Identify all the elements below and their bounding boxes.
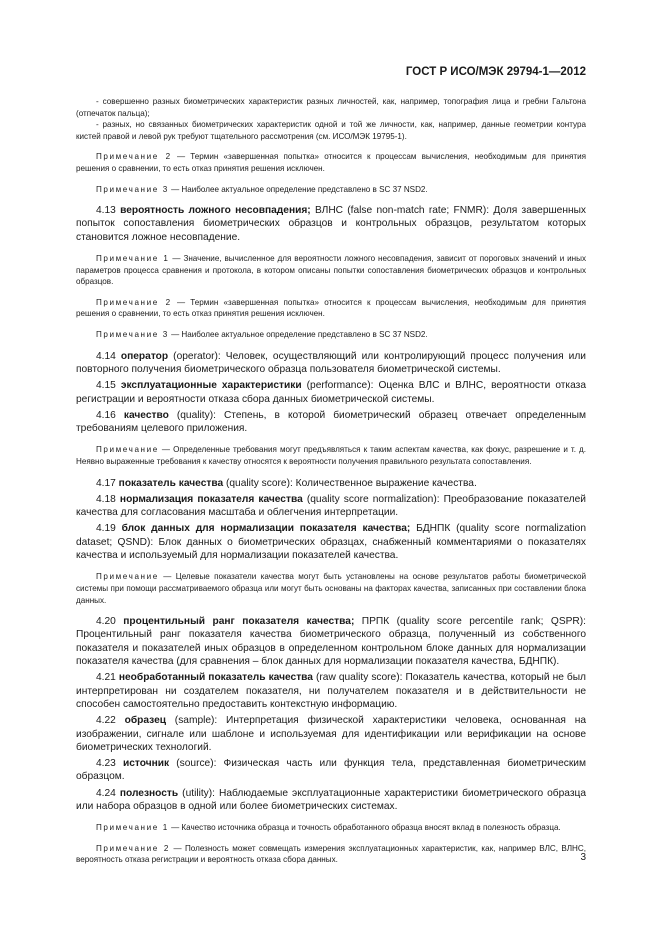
entry-term: блок данных для нормализации показателя качества; (121, 523, 411, 535)
note-text: — Значение, вычисленное для вероятности ложного несовпадения, зависит от пороговых значений и иных параметров процесса сравнения и протокола, в котором описаны попытки сопоставления биометрических образцов и контрольных образцов. (76, 254, 587, 287)
page-content (76, 96, 586, 866)
entry-text: (utility): Наблюдаемые эксплуатационные характеристики биометрического образца или набора образцов в одной или более биометрических системах. (76, 787, 586, 812)
note-text: — Наиболее актуальное определение представлено в SC 37 NSD2. (171, 330, 428, 340)
note-text: — Определенные требования могут предъявляться к таким аспектам качества, как фокус, разрешение и т. д. Неявно выраженные требования к качеству относятся к вероятности получения правильного результата сопоставления. (76, 445, 587, 466)
entry-4-13 (76, 204, 586, 244)
entry-text: (raw quality score): Показатель качества, который не был интерпретирован ни создателем показателя, ни получателем показателя и в действительности не способен самостоятельно предоставить контекстную информацию. (76, 672, 586, 710)
note (76, 184, 586, 196)
entry-text: ПРПК (quality score percentile rank; QSPR): Процентильный ранг показателя качества биометрического образца, полученный из собственного показателя и показателей иных образцов в определенном контрольном блоке данных для нормализации показателя качества (для сравнения – блок данных для нормализации показателя качества, БДНПК). (76, 616, 586, 668)
entry-number: 4.21 (96, 672, 116, 684)
entry-number: 4.16 (96, 409, 116, 421)
entry-text: (performance): Оценка ВЛС и ВЛНС, вероятности отказа регистрации и вероятности отказа сбора данных биометрической системы. (76, 380, 586, 405)
note (76, 571, 586, 606)
entry-term: вероятность ложного несовпадения; (120, 205, 311, 217)
entry-text: (operator): Человек, осуществляющий или контролирующий процесс получения или повторного получения биометрического образца пользователя биометрической системы. (76, 350, 586, 375)
note-label: Примечание 1 (96, 823, 169, 833)
note-label: Примечание (96, 445, 159, 455)
note (76, 843, 586, 866)
entry-4-15 (76, 379, 586, 406)
entry-4-14 (76, 350, 586, 377)
note-label: Примечание 1 (96, 254, 170, 264)
note (76, 822, 586, 834)
note (76, 444, 586, 467)
entry-text: (source): Физическая часть или функция тела, представленная биометрическим образцом. (76, 758, 586, 783)
entry-term: эксплуатационные характеристики (120, 380, 302, 392)
entry-4-23 (76, 757, 586, 784)
entry-term: образец (124, 715, 167, 727)
note-text: — Целевые показатели качества могут быть установлены на основе результатов работы биометрической системы при помощи рассматриваемого образца или могут быть основаны на факторах качества, записанных при составлении блока данных. (76, 572, 586, 605)
entry-text: (quality score normalization): Преобразование показателей качества для согласования масштаба и облегчения интерпретации. (76, 493, 586, 519)
entry-term: процентильный ранг показателя качества; (123, 616, 355, 628)
document-header: ГОСТ Р ИСО/МЭК 29794-1—2012 (405, 66, 586, 78)
entry-text: ВЛНС (false non-match rate; FNMR): Доля завершенных попыток сопоставления биометрических образцов и контрольных образцов, результатом которых становится ложное несовпадение. (76, 205, 587, 243)
intro-item-1: - совершенно разных биометрических характеристик разных личностей, как, например, топография лица и гребни Гальтона (отпечаток пальца); (76, 97, 586, 118)
entry-4-24 (76, 787, 586, 814)
entry-number: 4.24 (96, 787, 116, 799)
entry-number: 4.19 (96, 523, 116, 535)
entry-4-17 (76, 477, 586, 490)
entry-4-16 (76, 409, 586, 436)
note-label: Примечание 2 (96, 297, 172, 307)
note (76, 329, 586, 341)
note (76, 253, 586, 288)
note (76, 297, 586, 320)
entry-term: нормализация показателя качества (119, 493, 303, 505)
note-label: Примечание (96, 572, 159, 582)
entry-term: качество (123, 409, 169, 421)
entry-number: 4.15 (96, 380, 116, 392)
entry-term: полезность (119, 787, 179, 799)
entry-term: показатель качества (118, 477, 224, 489)
note-text: — Термин «завершенная попытка» относится к процессам вычисления, необходимым для принятия решения о сравнении, то есть отказ принятия решения исключен. (76, 297, 586, 319)
entry-number: 4.20 (96, 616, 116, 628)
entry-number: 4.13 (96, 205, 116, 217)
entry-text: (quality score): Количественное выражение качества. (223, 477, 477, 489)
entry-text: БДНПК (quality score normalization dataset; QSND): Блок данных о биометрических образцах, снабженный комментариями о показателях качества и используемый для нормализации показателей качества. (76, 523, 586, 562)
note-text: — Термин «завершенная попытка» относится к процессам вычисления, необходимым для принятия решения о сравнении, то есть отказ принятия решения исключен. (76, 152, 586, 173)
note-text: — Наиболее актуальное определение представлено в SC 37 NSD2. (171, 184, 428, 194)
entry-text: (sample): Интерпретация физической характеристики человека, основанная на изображении, сигнале или шаблоне и используемая для идентификации или верификации на основе биометрических технологий. (76, 715, 586, 753)
note-label: Примечание 3 (96, 330, 169, 340)
entry-term: необработанный показатель качества (118, 672, 313, 684)
note-text: — Полезность может совмещать измерения эксплуатационных характеристик, как, например ВЛС, ВЛНС, вероятность отказа регистрации и вероятность отказа сбора данных. (76, 843, 586, 865)
page-number: 3 (580, 852, 586, 863)
intro-item-2: - разных, но связанных биометрических характеристик одной и той же личности, как, например, данные геометрии контура кистей правой и левой рук требуют тщательного рассмотрения (см. ИСО/МЭК 19795-1). (76, 120, 586, 141)
note-label: Примечание 2 (96, 843, 170, 853)
entry-term: источник (122, 758, 170, 770)
entry-text: (quality): Степень, в которой биометрический образец отвечает определенным требованиям целевого приложения. (76, 409, 586, 435)
entry-number: 4.22 (96, 715, 116, 727)
entry-4-20 (76, 615, 586, 668)
entry-4-21 (76, 671, 586, 711)
entry-number: 4.14 (96, 350, 116, 362)
note-text: — Качество источника образца и точность обработанного образца вносят вклад в полезность образца. (171, 823, 561, 833)
note-label: Примечание 3 (96, 184, 169, 194)
entry-number: 4.18 (96, 493, 116, 505)
note (76, 151, 586, 174)
note-label: Примечание 2 (96, 152, 172, 162)
entry-term: оператор (120, 350, 169, 362)
entry-4-19 (76, 522, 586, 562)
entry-number: 4.17 (96, 477, 116, 489)
entry-4-18 (76, 493, 586, 520)
entry-4-22 (76, 714, 586, 754)
entry-number: 4.23 (96, 758, 116, 770)
